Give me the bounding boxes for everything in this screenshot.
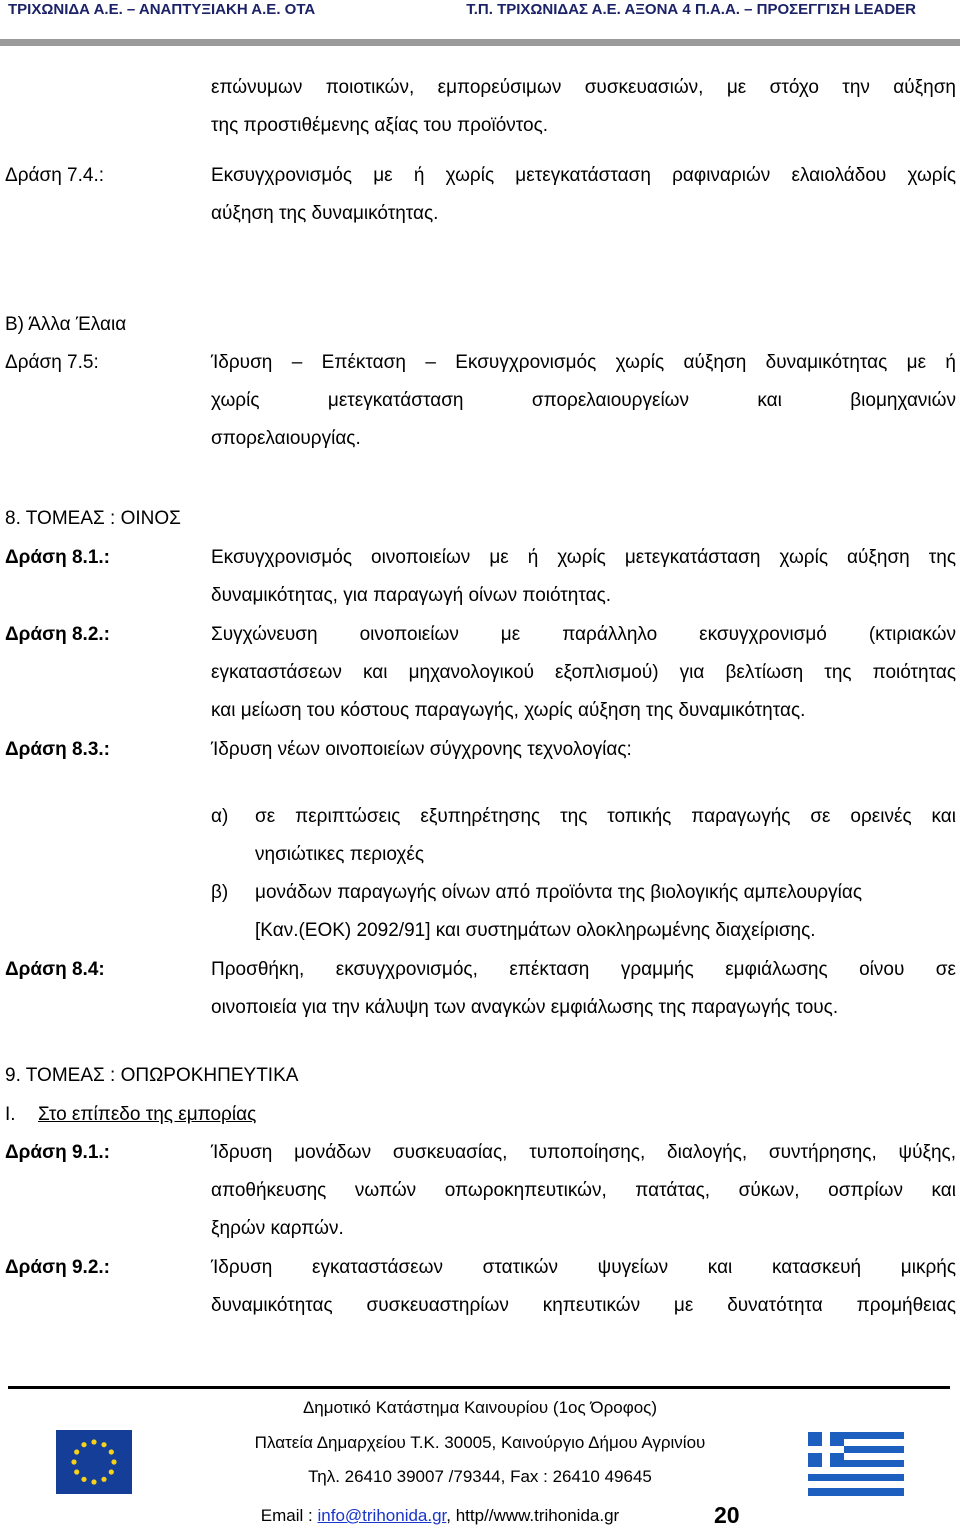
action-8-4-text (211, 951, 956, 989)
text-line: [Καν.(ΕΟΚ) 2092/91] και συστημάτων ολοκληρωμένης διαχείρισης. (255, 920, 816, 941)
text-line: εγκαταστάσεων και μηχανολογικού εξοπλισμού) για βελτίωση της ποιότητας (211, 662, 956, 683)
text-line: Προσθήκη, εκσυγχρονισμός, επέκταση γραμμής εμφιάλωσης οίνου σε (211, 959, 956, 980)
text-line: και μείωση του κόστους παραγωγής, χωρίς αύξηση της δυναμικότητας. (211, 700, 806, 721)
action-8-1-label: Δράση 8.1.: (5, 547, 110, 568)
text-line: ξηρών καρπών. (211, 1218, 344, 1239)
eu-stars-icon (56, 1430, 132, 1494)
website-text: , http//www.trihonida.gr (446, 1506, 620, 1525)
page-number: 20 (714, 1502, 740, 1528)
eu-flag-icon (56, 1430, 132, 1494)
continuation-paragraph-end (211, 107, 956, 145)
item-a-text-end (255, 836, 956, 874)
item-b-marker: β) (211, 882, 229, 903)
text-line: Ίδρυση εγκαταστάσεων στατικών ψυγείων και κατασκευή μικρής (211, 1257, 956, 1278)
email-label: Email : (260, 1506, 313, 1525)
greek-flag-icon (808, 1432, 904, 1496)
action-9-2-text (211, 1249, 956, 1325)
item-b-text (255, 874, 956, 950)
action-8-3-label: Δράση 8.3.: (5, 739, 110, 760)
text-line: Συγχώνευση οινοποιείων με παράλληλο εκσυγχρονισμό (κτιριακών (211, 624, 956, 645)
action-7-4-label: Δράση 7.4.: (5, 165, 105, 186)
action-8-4-text-end (211, 989, 956, 1027)
item-a-marker: α) (211, 806, 229, 827)
action-8-2-text-end (211, 692, 956, 730)
eu-star-icon (91, 1479, 96, 1484)
email-link[interactable]: info@trihonida.gr (317, 1506, 447, 1525)
text-line: αύξηση της δυναμικότητας. (211, 203, 439, 224)
action-8-2-label: Δράση 8.2.: (5, 624, 110, 645)
eu-star-icon (111, 1459, 116, 1464)
continuation-paragraph (211, 69, 956, 107)
text-line: οινοποιεία για την κάλυψη των αναγκών εμφιάλωσης της παραγωγής τους. (211, 997, 839, 1018)
action-9-1-text (211, 1134, 956, 1210)
text-line: σε περιπτώσεις εξυπηρέτησης της τοπικής παραγωγής σε ορεινές και (255, 806, 956, 827)
action-7-4-text-end (211, 195, 956, 233)
action-7-5-label: Δράση 7.5: (5, 352, 99, 373)
text-line: επώνυμων ποιοτικών, εμπορεύσιμων συσκευασιών, με στόχο την αύξηση (211, 77, 956, 98)
action-9-1-label: Δράση 9.1.: (5, 1142, 110, 1163)
text-line: Ίδρυση μονάδων συσκευασίας, τυποποίησης, διαλογής, συντήρησης, ψύξης, (211, 1142, 956, 1163)
footer-divider (8, 1386, 950, 1389)
footer-phone-line: Τηλ. 26410 39007 /79344, Fax : 26410 49645 (308, 1467, 652, 1486)
text-line: νησιώτικες περιοχές (255, 844, 424, 865)
text-line: χωρίς μετεγκατάσταση σπορελαιουργείων και βιομηχανιών (211, 390, 956, 411)
page-header (0, 0, 960, 36)
eu-star-icon (81, 1477, 86, 1482)
text-line: Ίδρυση – Επέκταση – Εκσυγχρονισμός χωρίς αύξηση δυναμικότητας με ή (211, 352, 956, 373)
eu-star-icon (101, 1442, 106, 1447)
eu-star-icon (91, 1439, 96, 1444)
section-9-heading: 9. ΤΟΜΕΑΣ : ΟΠΩΡΟΚΗΠΕΥΤΙΚΑ (5, 1065, 299, 1086)
footer-address-line: Πλατεία Δημαρχείου Τ.Κ. 30005, Καινούργιο Δήμου Αγρινίου (254, 1433, 706, 1452)
action-9-2-label: Δράση 9.2.: (5, 1257, 110, 1278)
eu-star-icon (74, 1449, 79, 1454)
text-line: δυναμικότητας συσκευαστηρίων κηπευτικών με δυνατότητα προμήθειας (211, 1295, 956, 1316)
eu-star-icon (101, 1477, 106, 1482)
eu-star-icon (71, 1459, 76, 1464)
footer-contact-line (0, 1505, 920, 1527)
subsection-i-heading: Στο επίπεδο της εμπορίας (38, 1104, 257, 1125)
eu-star-icon (81, 1442, 86, 1447)
text-line: της προστιθέμενης αξίας του προϊόντος. (211, 115, 549, 136)
subsection-i-marker: Ι. (5, 1104, 16, 1125)
action-8-3-text (211, 731, 956, 769)
action-8-2-text (211, 616, 956, 692)
action-8-1-text-end (211, 577, 956, 615)
section-b-heading: Β) Άλλα Έλαια (5, 314, 127, 335)
action-7-4-text (211, 157, 956, 195)
section-8-heading: 8. ΤΟΜΕΑΣ : ΟΙΝΟΣ (5, 508, 181, 529)
eu-star-icon (109, 1469, 114, 1474)
text-line: δυναμικότητας, για παραγωγή οίνων ποιότητας. (211, 585, 612, 606)
text-line: μονάδων παραγωγής οίνων από προϊόντα της βιολογικής αμπελουργίας (255, 882, 862, 903)
action-9-1-text-end (211, 1210, 956, 1248)
eu-star-icon (74, 1469, 79, 1474)
text-line: Εκσυγχρονισμός με ή χωρίς μετεγκατάσταση ραφιναριών ελαιολάδου χωρίς (211, 165, 956, 186)
footer-address-line: Δημοτικό Κατάστημα Καινουρίου (1ος Όροφος) (302, 1398, 658, 1417)
text-line: Εκσυγχρονισμός οινοποιείων με ή χωρίς μετεγκατάσταση χωρίς αύξηση της (211, 547, 956, 568)
item-a-text (255, 798, 956, 836)
text-line: Ίδρυση νέων οινοποιείων σύγχρονης τεχνολογίας: (211, 739, 632, 760)
action-7-5-text (211, 344, 956, 420)
header-left-text: ΤΡΙΧΩΝΙΔΑ Α.Ε. – ΑΝΑΠΤΥΞΙΑΚΗ Α.Ε. ΟΤΑ (8, 1, 316, 18)
action-7-5-text-end (211, 420, 956, 458)
eu-star-icon (109, 1449, 114, 1454)
action-8-1-text (211, 539, 956, 577)
action-8-4-label: Δράση 8.4: (5, 959, 105, 980)
text-line: σπορελαιουργίας. (211, 428, 361, 449)
text-line: αποθήκευσης νωπών οπωροκηπευτικών, πατάτας, σύκων, οσπρίων και (211, 1180, 956, 1201)
header-divider (0, 39, 960, 46)
header-right-text: Τ.Π. ΤΡΙΧΩΝΙΔΑΣ Α.Ε. ΑΞΟΝΑ 4 Π.Α.Α. – ΠΡΟΣΕΓΓΙΣΗ LEADER (466, 1, 916, 18)
